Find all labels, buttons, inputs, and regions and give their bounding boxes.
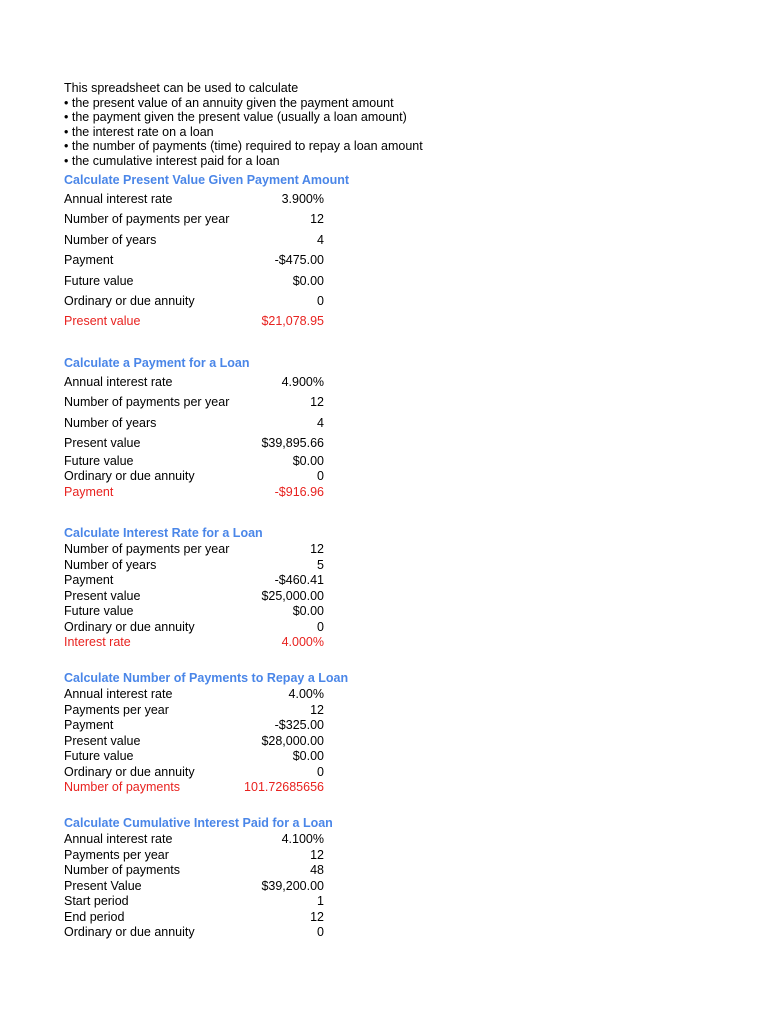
row-label: Present value	[64, 436, 141, 451]
row-label: Future value	[64, 749, 134, 763]
table-row	[64, 392, 354, 412]
intro-bullet: • the number of payments (time) required to repay a loan amount	[64, 139, 423, 154]
row-label: Payment	[64, 718, 114, 732]
row-value[interactable]: 0	[317, 469, 324, 484]
section-cumulative-interest	[64, 814, 354, 941]
table-row	[64, 433, 354, 453]
result-value[interactable]: 4.000%	[281, 635, 324, 649]
table-row	[64, 687, 354, 703]
intro-bullet: • the payment given the present value (usually a loan amount)	[64, 110, 407, 125]
result-row	[64, 635, 354, 651]
table-row	[64, 573, 354, 589]
row-label: Number of payments	[64, 863, 181, 877]
result-label: Number of payments	[64, 780, 181, 794]
table-row	[64, 765, 354, 781]
section-title: Calculate Interest Rate for a Loan	[64, 526, 263, 540]
intro-block	[64, 81, 524, 169]
row-label: Present Value	[64, 878, 142, 893]
result-value[interactable]: 101.72685656	[244, 780, 324, 794]
row-label: Future value	[64, 273, 134, 288]
row-value[interactable]: 12	[310, 395, 324, 410]
row-label: Ordinary or due annuity	[64, 764, 195, 779]
row-label: Annual interest rate	[64, 687, 173, 701]
row-value[interactable]: 0	[317, 925, 324, 939]
table-row	[64, 718, 354, 734]
row-value[interactable]: 4.100%	[281, 832, 324, 846]
row-label: Ordinary or due annuity	[64, 619, 195, 634]
row-label: Annual interest rate	[64, 832, 173, 846]
row-label: Ordinary or due annuity	[64, 925, 195, 939]
table-row	[64, 291, 354, 311]
section-interest-rate	[64, 524, 354, 651]
row-label: Ordinary or due annuity	[64, 293, 195, 308]
result-row	[64, 780, 354, 796]
intro-bullet: • the cumulative interest paid for a loan	[64, 153, 280, 168]
row-value[interactable]: $0.00	[292, 453, 324, 468]
row-value[interactable]: 12	[310, 212, 324, 227]
row-label: Number of payments per year	[64, 395, 230, 410]
result-value[interactable]: -$916.96	[274, 484, 324, 499]
row-label: Payments per year	[64, 847, 169, 862]
row-value[interactable]: $39,200.00	[261, 878, 324, 893]
intro-bullet: • the interest rate on a loan	[64, 124, 214, 139]
table-row	[64, 469, 354, 485]
intro-heading: This spreadsheet can be used to calculate	[64, 81, 299, 95]
row-value[interactable]: 12	[310, 909, 324, 924]
table-row	[64, 910, 354, 926]
row-label: Future value	[64, 604, 134, 618]
row-value[interactable]: 4.00%	[288, 687, 324, 701]
table-row	[64, 848, 354, 864]
row-label: Payment	[64, 573, 114, 587]
row-value[interactable]: $0.00	[292, 273, 324, 288]
row-value[interactable]: 48	[310, 863, 324, 877]
result-row	[64, 485, 354, 501]
table-row	[64, 925, 354, 941]
table-row	[64, 250, 354, 270]
table-row	[64, 271, 354, 291]
section-loan-payment	[64, 354, 354, 500]
row-label: Number of years	[64, 232, 157, 247]
section-title: Calculate Number of Payments to Repay a Loan	[64, 671, 349, 685]
row-label: Ordinary or due annuity	[64, 469, 195, 484]
row-value[interactable]: 0	[317, 764, 324, 779]
row-value[interactable]: $0.00	[292, 749, 324, 763]
section-number-of-payments	[64, 669, 354, 796]
row-value[interactable]: -$325.00	[274, 718, 324, 732]
table-row	[64, 372, 354, 392]
row-label: Payments per year	[64, 702, 169, 717]
table-row	[64, 189, 354, 209]
table-row	[64, 894, 354, 910]
table-row	[64, 558, 354, 574]
row-value[interactable]: 3.900%	[281, 192, 324, 206]
table-row	[64, 734, 354, 750]
row-value[interactable]: $25,000.00	[261, 588, 324, 603]
section-title: Calculate Cumulative Interest Paid for a Loan	[64, 816, 333, 830]
result-label: Present value	[64, 314, 141, 329]
table-row	[64, 542, 354, 558]
row-label: Present value	[64, 733, 141, 748]
result-label: Interest rate	[64, 635, 131, 649]
row-label: Number of payments per year	[64, 542, 230, 556]
section-present-value	[64, 171, 354, 332]
row-value[interactable]: $39,895.66	[261, 436, 324, 451]
table-row	[64, 703, 354, 719]
table-row	[64, 413, 354, 433]
result-row	[64, 311, 354, 331]
row-label: Start period	[64, 894, 129, 908]
row-value[interactable]: -$460.41	[274, 573, 324, 587]
table-row	[64, 230, 354, 250]
table-row	[64, 832, 354, 848]
row-label: Number of years	[64, 557, 157, 572]
row-value[interactable]: 12	[310, 542, 324, 556]
row-label: Present value	[64, 588, 141, 603]
row-label: Annual interest rate	[64, 375, 173, 389]
result-label: Payment	[64, 484, 114, 499]
section-title: Calculate Present Value Given Payment Amount	[64, 173, 350, 187]
table-row	[64, 620, 354, 636]
table-row	[64, 209, 354, 229]
row-value[interactable]: 12	[310, 702, 324, 717]
row-label: End period	[64, 909, 125, 924]
table-row	[64, 604, 354, 620]
section-title: Calculate a Payment for a Loan	[64, 356, 250, 370]
row-value[interactable]: 0	[317, 619, 324, 634]
row-label: Number of years	[64, 415, 157, 430]
row-value[interactable]: 0	[317, 293, 324, 308]
row-value[interactable]: $0.00	[292, 604, 324, 618]
row-value[interactable]: 4	[317, 415, 324, 430]
intro-bullet: • the present value of an annuity given the payment amount	[64, 95, 394, 110]
row-label: Payment	[64, 253, 114, 268]
row-label: Future value	[64, 453, 134, 468]
row-label: Annual interest rate	[64, 192, 173, 206]
result-value[interactable]: $21,078.95	[261, 314, 324, 329]
table-row	[64, 749, 354, 765]
row-value[interactable]: -$475.00	[274, 253, 324, 268]
table-row	[64, 589, 354, 605]
row-value[interactable]: 5	[317, 557, 324, 572]
row-value[interactable]: 12	[310, 847, 324, 862]
row-value[interactable]: $28,000.00	[261, 733, 324, 748]
row-value[interactable]: 4	[317, 232, 324, 247]
table-row	[64, 863, 354, 879]
table-row	[64, 879, 354, 895]
row-label: Number of payments per year	[64, 212, 230, 227]
table-row	[64, 454, 354, 470]
row-value[interactable]: 1	[317, 894, 324, 908]
row-value[interactable]: 4.900%	[281, 375, 324, 389]
